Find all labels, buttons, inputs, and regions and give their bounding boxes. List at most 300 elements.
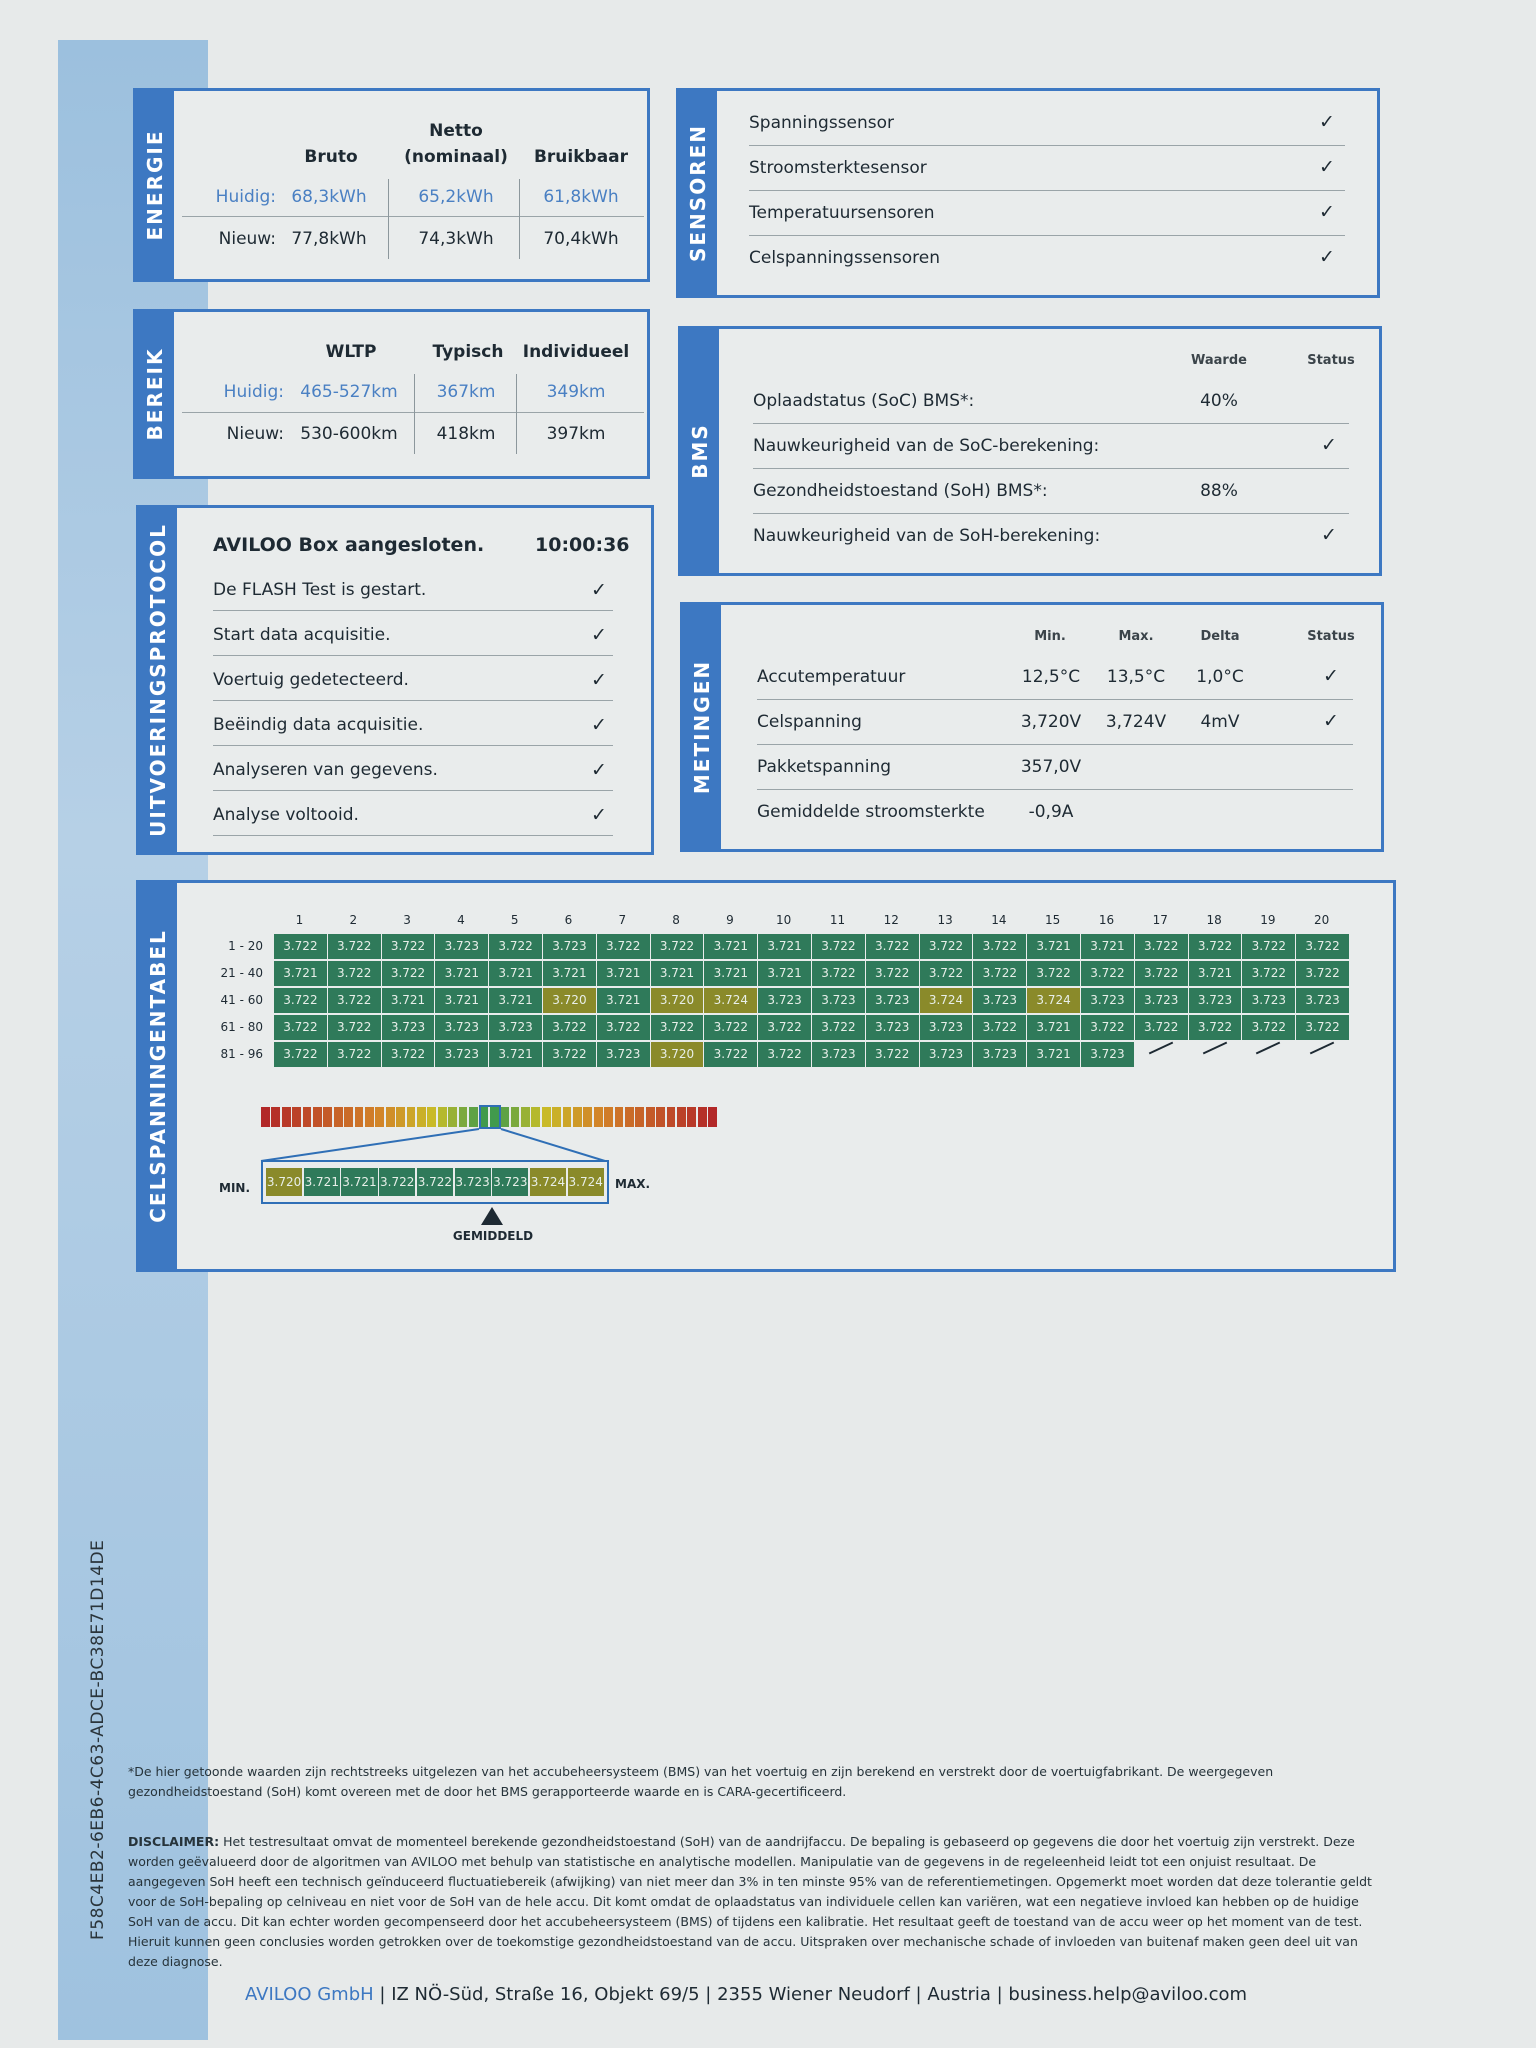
gradient-segment — [417, 1107, 426, 1127]
cell-row-label: 1 - 20 — [228, 939, 263, 953]
energy-header-netto: Netto — [429, 121, 483, 141]
gradient-segment — [542, 1107, 551, 1127]
cell-column-number: 8 — [672, 913, 680, 927]
gradient-segment — [667, 1107, 676, 1127]
range-new-wltp: 530-600km — [300, 424, 398, 444]
gradient-segment — [448, 1107, 457, 1127]
gradient-segment — [261, 1107, 270, 1127]
cell-voltage: 3.723 — [919, 1041, 974, 1068]
gradient-segment — [271, 1107, 280, 1127]
check-icon: ✓ — [591, 669, 607, 691]
bms-row-value: 40% — [1200, 391, 1238, 411]
cell-column-number: 12 — [883, 913, 899, 927]
gradient-segment — [604, 1107, 613, 1127]
cell-row-label: 81 - 96 — [220, 1047, 263, 1061]
cell-voltage: 3.723 — [1241, 987, 1296, 1014]
cell-voltage: 3.722 — [1241, 960, 1296, 987]
gradient-segment — [687, 1107, 696, 1127]
cell-voltage: 3.722 — [1134, 1014, 1189, 1041]
cell-voltage: 3.721 — [1026, 1014, 1081, 1041]
zoom-scale-cell: 3.724 — [529, 1167, 567, 1197]
meas-col-delta: Delta — [1200, 629, 1240, 644]
bms-row-value: 88% — [1200, 481, 1238, 501]
check-icon: ✓ — [1319, 156, 1335, 178]
cell-voltage: 3.723 — [1295, 987, 1350, 1014]
energy-tab-label: ENERGIE — [143, 129, 167, 241]
cell-voltage: 3.721 — [596, 960, 651, 987]
cell-voltage: 3.722 — [919, 933, 974, 960]
cell-voltage: 3.722 — [1134, 933, 1189, 960]
footer-company: AVILOO GmbH — [245, 1984, 374, 2005]
measurement-max: 3,724V — [1105, 712, 1167, 732]
cell-voltage: 3.722 — [865, 933, 920, 960]
average-marker-icon — [481, 1207, 503, 1225]
gradient-segment — [323, 1107, 332, 1127]
protocol-divider — [213, 835, 613, 836]
bms-panel — [678, 326, 1382, 576]
cell-column-number: 18 — [1206, 913, 1222, 927]
cell-voltage: 3.722 — [757, 1041, 812, 1068]
check-icon: ✓ — [1319, 201, 1335, 223]
energy-header-bruto: Bruto — [304, 147, 358, 167]
gradient-segment — [365, 1107, 374, 1127]
range-header-wltp: WLTP — [325, 342, 377, 362]
zoom-scale-cell: 3.722 — [416, 1167, 454, 1197]
gradient-segment — [334, 1107, 343, 1127]
bms-tab-label: BMS — [688, 423, 712, 479]
bms-row-label: Gezondheidstoestand (SoH) BMS*: — [753, 481, 1048, 501]
footnote: *De hier getoonde waarden zijn rechtstreeks uitgelezen van het accubeheersysteem (BMS) van het voertuig en zijn berekend en verstrekt door de voertuigfabrikant. De weergegeven gezondheidstoestand (SoH) komt overeen met de door het BMS gerapporteerde waarde en is CARA-gecertificeerd. — [128, 1764, 1274, 1799]
cell-voltage: 3.722 — [596, 1014, 651, 1041]
cell-voltage: 3.721 — [703, 933, 758, 960]
cell-voltage: 3.721 — [1026, 1041, 1081, 1068]
protocol-step-label: Voertuig gedetecteerd. — [213, 670, 409, 690]
protocol-tab — [139, 508, 177, 852]
cell-voltage: 3.720 — [650, 1041, 705, 1068]
protocol-time: 10:00:36 — [535, 534, 630, 556]
measurement-min: 3,720V — [1020, 712, 1082, 732]
measurement-min: 357,0V — [1020, 757, 1082, 777]
cell-voltage: 3.722 — [273, 1014, 328, 1041]
range-new-individueel: 397km — [546, 424, 606, 444]
disclaimer-label: DISCLAIMER: — [128, 1834, 220, 1849]
measurement-divider — [757, 699, 1353, 700]
sensor-label: Temperatuursensoren — [749, 203, 935, 223]
check-icon: ✓ — [591, 579, 607, 601]
cell-column-number: 17 — [1152, 913, 1168, 927]
range-current-wltp: 465-527km — [300, 382, 398, 402]
cell-voltage: 3.724 — [703, 987, 758, 1014]
energy-new-netto: 74,3kWh — [418, 229, 494, 249]
empty-cell-slash — [1310, 1042, 1334, 1055]
energy-vsep-2 — [519, 179, 520, 259]
check-icon: ✓ — [1323, 665, 1339, 687]
gradient-segment — [355, 1107, 364, 1127]
cell-voltage: 3.722 — [327, 1014, 382, 1041]
cell-voltage: 3.723 — [381, 1014, 436, 1041]
cell-row-label: 41 - 60 — [220, 993, 263, 1007]
range-new-label: Nieuw: — [226, 424, 284, 444]
zoom-scale-cell: 3.722 — [378, 1167, 416, 1197]
gradient-segment — [646, 1107, 655, 1127]
cell-voltage: 3.723 — [434, 1041, 489, 1068]
cell-voltage: 3.724 — [1026, 987, 1081, 1014]
cell-column-number: 6 — [564, 913, 573, 927]
gradient-segment — [438, 1107, 447, 1127]
cell-voltage: 3.722 — [381, 1041, 436, 1068]
energy-divider — [182, 216, 644, 217]
check-icon: ✓ — [1321, 434, 1337, 456]
document-id: F58C4EB2-6EB6-4C63-ADCE-BC38E71D14DE — [88, 1539, 108, 1940]
cell-voltage: 3.722 — [703, 1041, 758, 1068]
bms-row-label: Oplaadstatus (SoC) BMS*: — [753, 391, 975, 411]
gradient-segment — [500, 1107, 509, 1127]
footer-address: | IZ NÖ-Süd, Straße 16, Objekt 69/5 | 2355 Wiener Neudorf | Austria | business.help@aviloo.com — [379, 1984, 1248, 2005]
cell-column-number: 2 — [349, 913, 358, 927]
measurements-tab — [683, 605, 721, 849]
range-current-label: Huidig: — [223, 382, 284, 402]
cell-column-number: 5 — [510, 913, 519, 927]
range-tab — [136, 312, 174, 476]
cell-voltage: 3.722 — [327, 987, 382, 1014]
cell-voltage: 3.722 — [1241, 933, 1296, 960]
check-icon: ✓ — [591, 714, 607, 736]
measurement-min: -0,9A — [1028, 802, 1074, 822]
cell-voltage: 3.722 — [273, 987, 328, 1014]
cell-voltage: 3.722 — [811, 960, 866, 987]
cell-voltage: 3.722 — [1188, 1014, 1243, 1041]
measurement-min: 12,5°C — [1021, 667, 1081, 687]
cell-column-number: 16 — [1098, 913, 1115, 927]
cell-voltage: 3.723 — [919, 1014, 974, 1041]
bms-row-label: Nauwkeurigheid van de SoC-berekening: — [753, 436, 1100, 456]
protocol-divider — [213, 655, 613, 656]
cell-voltage: 3.723 — [1080, 1041, 1135, 1068]
protocol-title: AVILOO Box aangesloten. — [213, 534, 485, 556]
cell-voltage: 3.722 — [865, 960, 920, 987]
gradient-segment — [386, 1107, 395, 1127]
gradient-segment — [292, 1107, 301, 1127]
range-current-individueel: 349km — [546, 382, 606, 402]
bms-col-value: Waarde — [1191, 353, 1247, 368]
cell-voltage: 3.722 — [1134, 960, 1189, 987]
energy-new-bruto: 77,8kWh — [291, 229, 367, 249]
check-icon: ✓ — [1319, 111, 1335, 133]
cell-voltage: 3.722 — [757, 1014, 812, 1041]
cell-voltage: 3.722 — [381, 960, 436, 987]
cell-voltage: 3.723 — [811, 1041, 866, 1068]
protocol-divider — [213, 610, 613, 611]
energy-current-bruikbaar: 61,8kWh — [543, 187, 619, 207]
zoom-scale-cell: 3.721 — [340, 1167, 378, 1197]
cell-voltage: 3.722 — [1295, 933, 1350, 960]
cell-voltage: 3.721 — [273, 960, 328, 987]
energy-header-nominaal: (nominaal) — [404, 147, 508, 167]
cell-voltage: 3.722 — [1241, 1014, 1296, 1041]
cell-column-number: 3 — [403, 913, 411, 927]
cells-panel — [136, 880, 1396, 1272]
protocol-step-label: Analyseren van gegevens. — [213, 760, 438, 780]
gradient-segment — [708, 1107, 717, 1127]
energy-current-bruto: 68,3kWh — [291, 187, 367, 207]
protocol-tab-label: UITVOERINGSPROTOCOL — [146, 523, 170, 837]
cell-voltage: 3.723 — [542, 933, 597, 960]
measurement-max: 13,5°C — [1106, 667, 1166, 687]
sensor-divider — [749, 190, 1345, 191]
cell-voltage: 3.722 — [811, 933, 866, 960]
energy-header-bruikbaar: Bruikbaar — [533, 147, 629, 167]
zoom-scale-cell: 3.724 — [567, 1167, 605, 1197]
range-vsep-1 — [414, 374, 415, 454]
measurement-label: Pakketspanning — [757, 757, 892, 777]
zoom-scale-cell: 3.723 — [454, 1167, 492, 1197]
gradient-segment — [615, 1107, 624, 1127]
protocol-step-label: Beëindig data acquisitie. — [213, 715, 424, 735]
gradient-segment — [344, 1107, 353, 1127]
energy-new-bruikbaar: 70,4kWh — [543, 229, 619, 249]
gradient-segment — [656, 1107, 665, 1127]
cell-voltage: 3.723 — [434, 1014, 489, 1041]
check-icon: ✓ — [1319, 246, 1335, 268]
cell-column-number: 14 — [991, 913, 1007, 927]
cell-voltage: 3.722 — [327, 960, 382, 987]
cell-voltage: 3.723 — [488, 1014, 543, 1041]
cell-column-number: 20 — [1314, 913, 1330, 927]
gradient-segment — [625, 1107, 634, 1127]
cell-voltage: 3.723 — [434, 933, 489, 960]
check-icon: ✓ — [591, 624, 607, 646]
cells-tab — [139, 883, 177, 1269]
cell-voltage: 3.722 — [919, 960, 974, 987]
cell-voltage: 3.722 — [1026, 960, 1081, 987]
sensor-label: Stroomsterktesensor — [749, 158, 927, 178]
gradient-segment — [521, 1107, 530, 1127]
gradient-segment — [375, 1107, 384, 1127]
meas-col-max: Max. — [1118, 629, 1154, 644]
gradient-segment — [407, 1107, 416, 1127]
cell-voltage: 3.721 — [650, 960, 705, 987]
cell-voltage: 3.723 — [757, 987, 812, 1014]
measurement-delta: 1,0°C — [1196, 667, 1244, 687]
cell-voltage: 3.721 — [757, 933, 812, 960]
cell-voltage: 3.722 — [865, 1041, 920, 1068]
cell-voltage: 3.723 — [865, 1014, 920, 1041]
range-header-typisch: Typisch — [432, 342, 504, 362]
cell-voltage: 3.722 — [542, 1014, 597, 1041]
cell-column-number: 1 — [295, 913, 304, 927]
protocol-step-label: Analyse voltooid. — [213, 805, 359, 825]
measurements-panel — [680, 602, 1384, 852]
cell-voltage: 3.721 — [434, 960, 489, 987]
gradient-segment — [511, 1107, 520, 1127]
cell-column-number: 4 — [457, 913, 465, 927]
cell-row-label: 61 - 80 — [220, 1020, 263, 1034]
range-tab-label: BEREIK — [143, 347, 167, 441]
gradient-segment — [427, 1107, 436, 1127]
gradient-zoom-marker — [479, 1105, 501, 1129]
gradient-segment — [282, 1107, 291, 1127]
bms-divider — [753, 468, 1349, 469]
cell-voltage: 3.722 — [650, 933, 705, 960]
protocol-divider — [213, 745, 613, 746]
sensor-label: Celspanningssensoren — [749, 248, 941, 268]
cell-voltage: 3.720 — [542, 987, 597, 1014]
cell-voltage: 3.723 — [1134, 987, 1189, 1014]
gradient-segment — [552, 1107, 561, 1127]
gradient-segment — [459, 1107, 468, 1127]
cell-voltage: 3.722 — [1295, 1014, 1350, 1041]
disclaimer — [128, 1832, 1378, 1972]
cell-voltage: 3.723 — [596, 1041, 651, 1068]
cell-voltage: 3.722 — [327, 933, 382, 960]
gradient-segment — [313, 1107, 322, 1127]
gradient-segment — [573, 1107, 582, 1127]
cell-voltage: 3.723 — [811, 987, 866, 1014]
measurements-tab-label: METINGEN — [690, 659, 714, 795]
cell-voltage: 3.722 — [972, 1014, 1027, 1041]
cell-voltage: 3.723 — [1188, 987, 1243, 1014]
cell-voltage: 3.723 — [972, 987, 1027, 1014]
gradient-segment — [594, 1107, 603, 1127]
zoom-scale-cell: 3.721 — [303, 1167, 341, 1197]
cell-voltage: 3.722 — [542, 1041, 597, 1068]
cell-column-number: 19 — [1260, 913, 1276, 927]
cell-voltage: 3.721 — [488, 960, 543, 987]
zoom-scale-cell: 3.723 — [491, 1167, 529, 1197]
measurement-divider — [757, 789, 1353, 790]
check-icon: ✓ — [1323, 710, 1339, 732]
gradient-segment — [563, 1107, 572, 1127]
check-icon: ✓ — [591, 759, 607, 781]
scale-max-label: MAX. — [615, 1177, 651, 1191]
check-icon: ✓ — [591, 804, 607, 826]
cell-voltage: 3.721 — [542, 960, 597, 987]
empty-cell-slash — [1256, 1042, 1280, 1055]
range-vsep-2 — [516, 374, 517, 454]
cell-voltage: 3.721 — [381, 987, 436, 1014]
cell-voltage: 3.722 — [488, 933, 543, 960]
gradient-segment — [677, 1107, 686, 1127]
cell-voltage: 3.722 — [596, 933, 651, 960]
measurement-label: Accutemperatuur — [757, 667, 906, 687]
measurement-divider — [757, 744, 1353, 745]
energy-tab — [136, 91, 174, 279]
gradient-segment — [635, 1107, 644, 1127]
disclaimer-text: Het testresultaat omvat de momenteel berekende gezondheidstoestand (SoH) van de aandrijfaccu. De bepaling is gebaseerd op gegevens die door het voertuig zijn verstrekt. Deze worden geëvalueerd door de algoritmen van AVILOO met behulp van statistische en analytische modellen. Manipulatie van de gegevens in de regeleenheid leidt tot een onjuist resultaat. De aangegeven SoH heeft een technisch geïnduceerd fluctuatiebereik (afwijking) van niet meer dan 3% in ten minste 95% van de referentiemetingen. Opgemerkt moet worden dat deze tolerantie geldt voor de SoH-bepaling op celniveau en niet voor de SoH van de hele accu. Dit komt omdat de oplaadstatus van individuele cellen kan variëren, wat een negatieve invloed kan hebben op de huidige SoH van de accu. Dit kan echter worden gecompenseerd door het accubeheersysteem (BMS) of tijdens een kalibratie. Het resultaat geeft de toestand van de accu weer op het moment van de test. Hieruit kunnen geen conclusies worden getrokken over de toekomstige gezondheidstoestand van de accu. Uitspraken over mechanische schade of invloeden van buitenaf maken geen deel uit van deze diagnose. — [128, 1834, 1372, 1969]
gradient-segment — [396, 1107, 405, 1127]
range-current-typisch: 367km — [436, 382, 496, 402]
measurement-label: Gemiddelde stroomsterkte — [757, 802, 985, 822]
gradient-segment — [531, 1107, 540, 1127]
zoom-scale-cell: 3.720 — [265, 1167, 303, 1197]
bms-row-label: Nauwkeurigheid van de SoH-berekening: — [753, 526, 1101, 546]
bms-divider — [753, 423, 1349, 424]
cell-voltage: 3.721 — [1026, 933, 1081, 960]
zoom-connector — [259, 1127, 609, 1163]
cell-voltage: 3.722 — [972, 933, 1027, 960]
bms-tab — [681, 329, 719, 573]
range-panel — [133, 309, 650, 479]
average-label: GEMIDDELD — [452, 1229, 534, 1243]
cell-voltage: 3.722 — [703, 1014, 758, 1041]
measurement-delta: 4mV — [1200, 712, 1240, 732]
cell-voltage: 3.720 — [650, 987, 705, 1014]
energy-panel — [133, 88, 650, 282]
protocol-step-label: Start data acquisitie. — [213, 625, 391, 645]
protocol-step-label: De FLASH Test is gestart. — [213, 580, 427, 600]
cell-row-label: 21 - 40 — [220, 966, 263, 980]
meas-col-min: Min. — [1034, 629, 1066, 644]
sensors-tab-label: SENSOREN — [686, 123, 710, 263]
gradient-segment — [583, 1107, 592, 1127]
cell-voltage: 3.721 — [703, 960, 758, 987]
energy-current-label: Huidig: — [215, 187, 276, 207]
cell-column-number: 10 — [776, 913, 792, 927]
check-icon: ✓ — [1321, 524, 1337, 546]
empty-cell-slash — [1149, 1042, 1173, 1055]
sensors-panel — [676, 88, 1380, 298]
energy-current-netto: 65,2kWh — [418, 187, 494, 207]
range-header-individueel: Individueel — [522, 342, 630, 362]
cell-voltage: 3.721 — [596, 987, 651, 1014]
cell-voltage: 3.722 — [1080, 1014, 1135, 1041]
gradient-segment — [698, 1107, 707, 1127]
cell-voltage: 3.721 — [488, 1041, 543, 1068]
cell-voltage: 3.723 — [972, 1041, 1027, 1068]
bms-divider — [753, 513, 1349, 514]
cell-voltage: 3.721 — [488, 987, 543, 1014]
cell-voltage: 3.722 — [327, 1041, 382, 1068]
cell-voltage: 3.722 — [381, 933, 436, 960]
cell-voltage: 3.721 — [434, 987, 489, 1014]
cell-column-number: 11 — [829, 913, 846, 927]
meas-col-status: Status — [1307, 629, 1355, 644]
cell-voltage: 3.722 — [273, 1041, 328, 1068]
sensor-divider — [749, 145, 1345, 146]
energy-vsep-1 — [388, 179, 389, 259]
cell-voltage: 3.722 — [1295, 960, 1350, 987]
cell-column-number: 13 — [937, 913, 953, 927]
cell-voltage: 3.722 — [273, 933, 328, 960]
bms-col-status: Status — [1307, 353, 1355, 368]
empty-cell-slash — [1202, 1042, 1226, 1055]
sensor-divider — [749, 235, 1345, 236]
cell-voltage: 3.722 — [650, 1014, 705, 1041]
protocol-divider — [213, 700, 613, 701]
cell-voltage: 3.722 — [972, 960, 1027, 987]
sensors-tab — [679, 91, 717, 295]
cell-column-number: 7 — [618, 913, 627, 927]
cell-voltage: 3.722 — [811, 1014, 866, 1041]
scale-min-label: MIN. — [219, 1181, 251, 1195]
measurement-label: Celspanning — [757, 712, 862, 732]
sensor-label: Spanningssensor — [749, 113, 895, 133]
range-divider — [182, 412, 644, 413]
protocol-panel — [136, 505, 654, 855]
footer — [245, 1984, 1247, 2005]
cell-column-number: 9 — [726, 913, 734, 927]
energy-new-label: Nieuw: — [218, 229, 276, 249]
cell-voltage: 3.721 — [757, 960, 812, 987]
protocol-divider — [213, 790, 613, 791]
cell-voltage: 3.722 — [1188, 933, 1243, 960]
gradient-segment — [303, 1107, 312, 1127]
cell-voltage: 3.722 — [1080, 960, 1135, 987]
range-new-typisch: 418km — [436, 424, 496, 444]
cell-column-number: 15 — [1045, 913, 1061, 927]
cell-voltage: 3.721 — [1080, 933, 1135, 960]
cell-voltage: 3.723 — [865, 987, 920, 1014]
